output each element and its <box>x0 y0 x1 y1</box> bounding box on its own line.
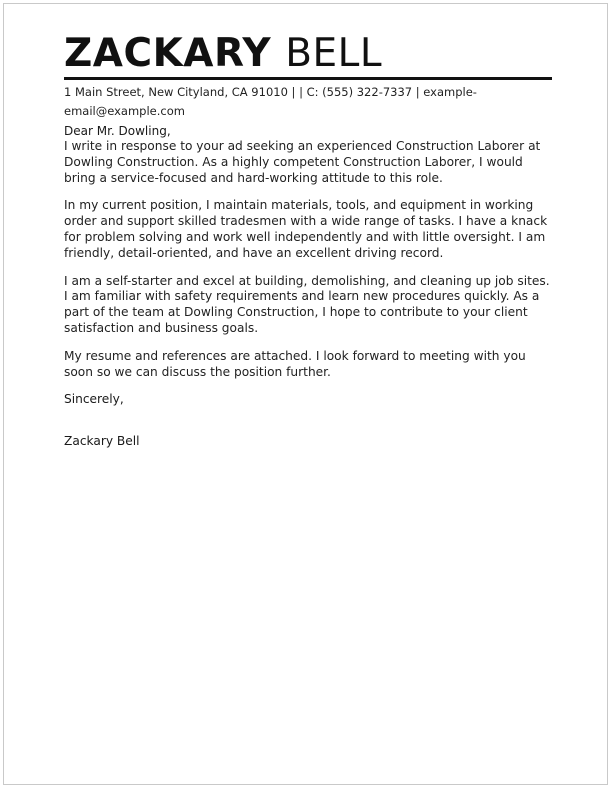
body-paragraph-2: In my current position, I maintain materials, tools, and equipment in working order and support skilled tradesmen with a wide range of tasks. I have a knack for problem solving and work well independently and with little oversight. I am friendly, detail-oriented, and have an excellent driving record. <box>64 198 548 260</box>
body-paragraph-4: My resume and references are attached. I look forward to meeting with you soon so we can discuss the position further. <box>64 348 526 379</box>
body-paragraph-1: I write in response to your ad seeking an experienced Construction Laborer at Dowling Construction. As a highly competent Construction Laborer, I would bring a service-focused and hard-working attitude to this role. <box>64 139 541 185</box>
first-name: ZACKARY <box>64 31 272 76</box>
applicant-name <box>64 31 556 77</box>
document-page <box>3 3 608 785</box>
salutation: Dear Mr. Dowling, <box>64 124 171 138</box>
body-paragraph-3: I am a self-starter and excel at building, demolishing, and cleaning up job sites. I am familiar with safety requirements and learn new procedures quickly. As a part of the team at Dowling Construction, I hope to contribute to your client satisfaction and business goals. <box>64 273 550 335</box>
contact-info: 1 Main Street, New Cityland, CA 91010 | | C: (555) 322-7337 | example-email@example.com <box>64 85 477 118</box>
cover-letter <box>64 31 556 449</box>
header-divider <box>64 77 552 80</box>
last-name: BELL <box>285 31 383 76</box>
signature-name: Zackary Bell <box>64 434 140 449</box>
closing: Sincerely, <box>64 392 124 407</box>
